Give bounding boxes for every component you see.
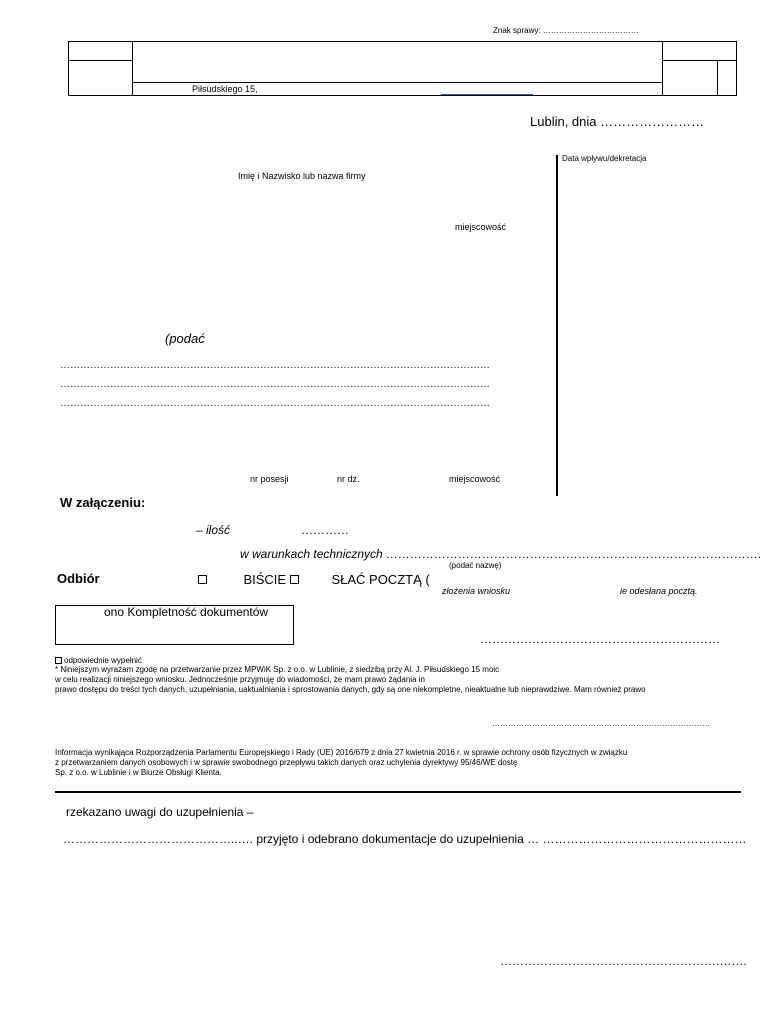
case-sign: Znak sprawy: ……………………………… xyxy=(493,26,639,35)
consent-line: prawo dostępu do treści tych danych, uzupełniania, uaktualniania i sprostowania danych, gdy są one niekompletne, nieaktualne lub nieprawdziwe. Mam również prawo xyxy=(55,685,646,694)
pickup-option-2[interactable] xyxy=(290,571,430,589)
provide-name: (podać nazwę) xyxy=(449,561,502,570)
pickup-option-2-label: SŁAĆ POCZTĄ ( xyxy=(331,572,430,587)
signature-line: …………………………………………………… xyxy=(480,632,720,646)
quantity-dots: ………… xyxy=(301,523,349,537)
consent-line: w celu realizacji niniejszego wniosku. Jednocześnie przyjmuję do wiadomości, że mam prawo żądania in xyxy=(55,675,425,684)
accepted-line: ……………………………………..…. przyjęto i odebrano dokumentacje do uzupełnienia … …………………………………………… xyxy=(63,832,747,846)
plot-no-label: nr posesji xyxy=(250,474,289,484)
parcel-no-label: nr dz. xyxy=(337,474,360,484)
remarks: rzekazano uwagi do uzupełnienia – xyxy=(66,805,254,819)
pickup-option-1-label: BIŚCIE xyxy=(243,572,287,587)
receipt-label: Data wpływu/dekretacja xyxy=(562,154,647,163)
submit-note: złożenia wniosku xyxy=(442,586,511,596)
final-signature: ……………………………………………….……. xyxy=(500,954,747,968)
pickup-option-1[interactable] xyxy=(198,571,286,589)
dotted-line: ………………………………………………………………………………………………………………… xyxy=(60,398,490,409)
quantity-label: – ilość xyxy=(196,523,231,537)
name-label: Imię i Nazwisko lub nazwa firmy xyxy=(238,171,366,181)
address-fragment: Piłsudskiego 15, xyxy=(192,84,258,94)
dotted-line: ………………………………………………………………………………………………………………… xyxy=(60,360,490,371)
tech-conditions: w warunkach technicznych …………………………………………………………………………………. xyxy=(240,547,762,561)
dotted-line: ………………………………………………………………………………………………………………… xyxy=(60,379,490,390)
gdpr-line: Informacja wynikająca Rozporządzenia Parlamentu Europejskiego i Rady (UE) 2016/679 z dnia 27 kwietnia 2016 r. w sprawie ochrony osób fizycznych w związku xyxy=(55,748,628,757)
pickup-label: Odbiór xyxy=(57,571,100,586)
gdpr-line: z przetwarzaniem danych osobowych i w sprawie swobodnego przepływu takich danych oraz uchylenia dyrektywy 95/46/WE dostę xyxy=(55,758,518,767)
attachments-heading: W załączeniu: xyxy=(60,495,146,510)
locality-label: miejscowość xyxy=(455,222,507,232)
footer-divider xyxy=(55,791,741,793)
locality2-label: miejscowość xyxy=(449,474,501,484)
provide-label: (podać xyxy=(165,331,205,346)
fill-note: odpowiednie wypełnić xyxy=(55,656,142,665)
place-date: Lublin, dnia …………………… xyxy=(530,114,705,129)
sent-note: ie odesłana pocztą. xyxy=(620,586,698,596)
receipt-divider xyxy=(556,155,558,496)
checkbox-icon[interactable] xyxy=(198,575,207,584)
gdpr-line: Sp. z o.o. w Lublinie i w Biurze Obsługi Klienta. xyxy=(55,768,222,777)
checkbox-icon xyxy=(55,657,62,664)
consent-signature: ………………………………………………….…………………… xyxy=(492,719,711,728)
consent-line: * Niniejszym wyrażam zgodę na przetwarzanie przez MPWiK Sp. z o.o. w Lublinie, z siedzibą przy Al. J. Piłsudskiego 15 moic xyxy=(55,665,500,674)
link-underline xyxy=(441,94,533,95)
completeness-label: ono Kompletność dokumentów xyxy=(104,605,269,619)
checkbox-icon[interactable] xyxy=(290,575,299,584)
